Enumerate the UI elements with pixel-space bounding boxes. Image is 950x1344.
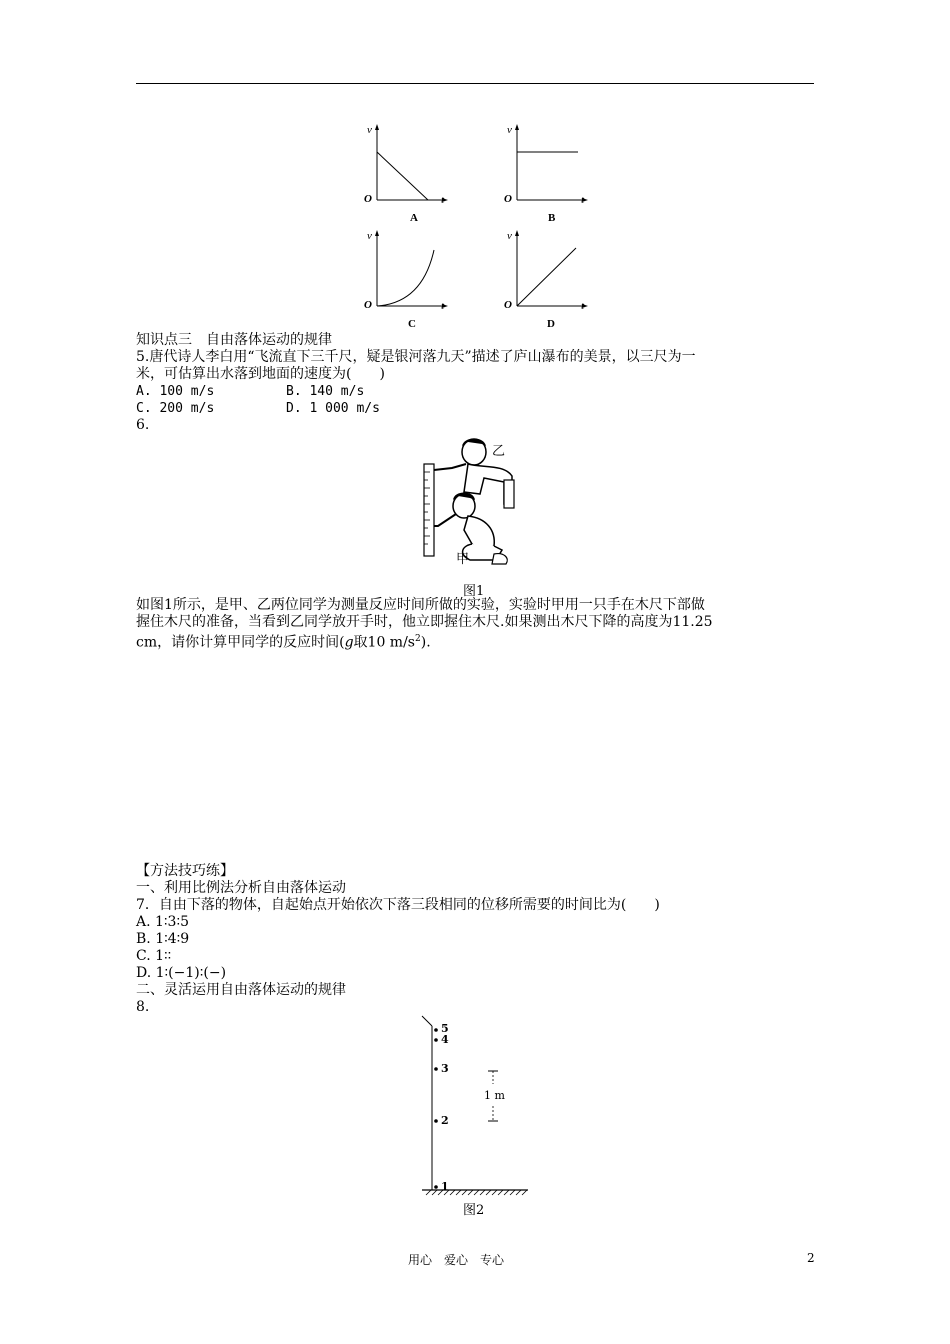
- graph-c-origin: O: [364, 299, 372, 311]
- point-1-label: 1: [441, 1180, 449, 1193]
- point-4-label: 4: [441, 1033, 449, 1046]
- graph-b-label: B: [548, 212, 556, 224]
- point-5-dot: [434, 1028, 438, 1032]
- page-number: 2: [807, 1251, 815, 1265]
- q6-line3-sup: 2: [415, 634, 421, 644]
- point-1-dot: [434, 1185, 438, 1189]
- graph-a: [362, 120, 452, 225]
- point-3-dot: [434, 1067, 438, 1071]
- figure2-diagram: [418, 1012, 533, 1202]
- graph-c: [362, 226, 452, 331]
- q6-number: 6.: [136, 417, 150, 433]
- graph-d-curve: [517, 248, 576, 306]
- q5-stem-line1: 5.唐代诗人李白用“飞流直下三千尺，疑是银河落九天”描述了庐山瀑布的美景，以三尺为一: [136, 349, 696, 365]
- point-3-label: 3: [441, 1062, 449, 1075]
- header-rule: [136, 83, 814, 84]
- graph-b-t-label: t: [581, 194, 585, 206]
- graph-a-v-label: v: [367, 124, 372, 136]
- figure2-caption: 图2: [463, 1203, 485, 1218]
- q6-stem-line2: 握住木尺的准备，当看到乙同学放开手时，他立即握住木尺.如果测出木尺下降的高度为11.25: [136, 614, 713, 630]
- footer-motto: 用心 爱心 专心: [408, 1253, 505, 1267]
- graph-b-origin: O: [504, 193, 512, 205]
- distance-label: 1 m: [484, 1089, 505, 1102]
- graph-a-t-label: t: [441, 194, 445, 206]
- graph-c-label: C: [408, 318, 416, 330]
- graph-a-label: A: [410, 212, 418, 224]
- figure1-label-jia: 甲: [456, 552, 470, 567]
- q7-option-a: A. 1∶3∶5: [136, 914, 190, 930]
- q5-stem-line2: 米，可估算出水落到地面的速度为( ): [136, 366, 385, 382]
- figure1-caption: 图1: [463, 584, 485, 599]
- point-5-label: 5: [441, 1022, 449, 1035]
- q6-stem-line1: 如图1所示，是甲、乙两位同学为测量反应时间所做的实验，实验时甲用一只手在木尺下部做: [136, 597, 705, 613]
- subheading-2: 二、灵活运用自由落体运动的规律: [136, 982, 346, 998]
- graph-d-t-label: t: [581, 300, 585, 312]
- graph-d: [502, 226, 592, 331]
- q6-stem-line3: [136, 631, 431, 652]
- q7-option-c: C. 1∶∶: [136, 948, 172, 964]
- graph-c-v-label: v: [367, 230, 372, 242]
- graph-c-t-label: t: [441, 300, 445, 312]
- graph-b: [502, 120, 592, 225]
- q7-stem: 7．自由下落的物体，自起始点开始依次下落三段相同的位移所需要的时间比为( ): [136, 897, 660, 913]
- point-2-label: 2: [441, 1114, 449, 1127]
- q8-number: 8.: [136, 999, 150, 1015]
- q5-option-a: A. 100 m/s: [136, 384, 215, 399]
- section3-title: 知识点三 自由落体运动的规律: [136, 332, 332, 348]
- graph-a-curve: [377, 152, 428, 200]
- graph-d-origin: O: [504, 299, 512, 311]
- q6-line3-post: ).: [420, 634, 431, 651]
- q5-option-b: B. 140 m/s: [286, 384, 365, 399]
- q7-option-d: D. 1∶(−1)∶(−): [136, 965, 227, 981]
- point-4-dot: [434, 1038, 438, 1042]
- q7-option-b: B. 1∶4∶9: [136, 931, 190, 947]
- figure1-label-yi: 乙: [492, 444, 506, 459]
- graph-d-v-label: v: [507, 230, 512, 242]
- q5-option-c: C. 200 m/s: [136, 401, 215, 416]
- q6-line3-pre: cm，请你计算甲同学的反应时间(: [136, 634, 345, 651]
- graph-c-curve: [377, 250, 434, 306]
- q6-line3-mid: 取10 m/s: [353, 634, 415, 651]
- subheading-1: 一、利用比例法分析自由落体运动: [136, 880, 346, 896]
- graph-b-v-label: v: [507, 124, 512, 136]
- graph-a-origin: O: [364, 193, 372, 205]
- q6-line3-g: g: [344, 634, 354, 651]
- method-title: 【方法技巧练】: [136, 863, 234, 879]
- q5-option-d: D. 1 000 m/s: [286, 401, 380, 416]
- point-2-dot: [434, 1119, 438, 1123]
- graph-d-label: D: [547, 318, 555, 330]
